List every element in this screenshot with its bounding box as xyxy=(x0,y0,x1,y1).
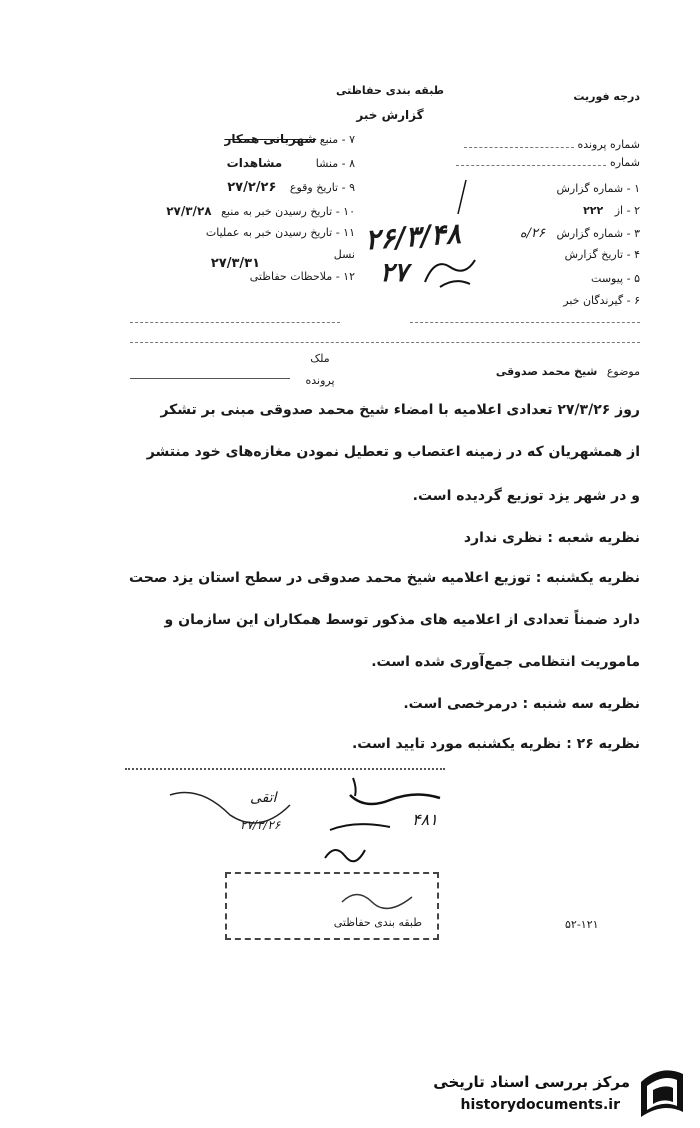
field-6 xyxy=(420,294,640,307)
stamp-label: طبقه بندی حفاظتی xyxy=(333,916,422,929)
body-line-6: دارد ضمناً تعدادی از اعلامیه های مذکور توسط همکاران این سازمان و xyxy=(164,612,640,628)
urgency-label: درجه فوریت xyxy=(573,90,640,103)
subject-side-sub: پرونده xyxy=(305,374,335,387)
handwritten-number-1: ۲۶/۳/۴۸ xyxy=(363,216,462,257)
body-line-2: از همشهریان که در زمینه اعتصاب و تعطیل نمودن مغازه‌های خود منتشر xyxy=(146,444,640,460)
archive-logo-icon xyxy=(633,1062,688,1122)
field-11b-label: نسل xyxy=(333,248,355,261)
body-line-3: و در شهر یزد توزیع گردیده است. xyxy=(412,488,640,504)
field-1-label: ۱ - شماره گزارش xyxy=(556,182,640,195)
dashed-line xyxy=(130,322,340,323)
signature-4 xyxy=(320,838,370,868)
field-7-label: ۷ - منبع xyxy=(319,133,355,146)
field-7 xyxy=(115,132,355,146)
subject-row xyxy=(410,365,640,378)
signature-3: ۴۸۱ xyxy=(412,810,438,829)
field-2-label: ۲ - از xyxy=(614,204,640,217)
field-3-label: ۳ - شماره گزارش xyxy=(556,227,640,240)
classification-stamp xyxy=(225,872,439,940)
handwritten-stroke xyxy=(452,178,472,218)
signature-1: اتقی xyxy=(250,790,277,806)
field-8-label: ۸ - منشا xyxy=(315,157,355,170)
subject-side-label: ملک xyxy=(310,352,330,365)
classification-title: طبقه بندی حفاظتی xyxy=(335,84,445,97)
body-line-1: روز ۲۷/۳/۲۶ تعدادی اعلامیه با امضاء شیخ محمد صدوقی مبنی بر تشکر xyxy=(160,402,640,418)
field-6-label: ۶ - گیرندگان خبر xyxy=(563,294,640,307)
field-9-value: ۲۷/۲/۲۶ xyxy=(227,180,277,195)
field-8-value: مشاهدات xyxy=(226,156,283,170)
number-field xyxy=(410,156,640,169)
watermark-name: مرکز بررسی اسناد تاریخی xyxy=(433,1073,630,1091)
report-title: گزارش خبر xyxy=(356,108,424,122)
field-5-label: ۵ - پیوست xyxy=(591,272,640,285)
field-10-label: ۱۰ - تاریخ رسیدن خبر به منبع xyxy=(221,205,355,218)
subject-line xyxy=(130,378,290,379)
field-12 xyxy=(115,270,355,283)
field-3-value: ۲۶/ه xyxy=(519,226,545,241)
field-9 xyxy=(115,180,355,195)
field-9-label: ۹ - تاریخ وقوع xyxy=(289,181,355,194)
field-4-label: ۴ - تاریخ گزارش xyxy=(564,248,640,261)
number-label: شماره xyxy=(609,156,640,169)
dashed-line xyxy=(130,342,640,343)
handwritten-number-2: ۲۷ xyxy=(380,258,408,288)
file-number-field xyxy=(470,138,640,151)
field-8 xyxy=(115,156,355,170)
document-code: ۵۲-۱۲۱ xyxy=(565,918,599,931)
body-line-7: ماموریت انتظامی جمع‌آوری شده است. xyxy=(371,654,640,670)
subject-label: موضوع xyxy=(606,365,640,378)
field-10-value: ۲۷/۳/۲۸ xyxy=(166,204,212,218)
field-10 xyxy=(95,204,355,218)
file-number-label: شماره پرونده xyxy=(577,138,640,151)
body-line-5: نظریه یکشنبه : توزیع اعلامیه شیخ محمد صدوقی در سطح استان یزد صحت xyxy=(128,570,640,586)
field-7-value: شهربانی همکار xyxy=(224,132,317,146)
watermark-url: historydocuments.ir xyxy=(460,1097,620,1113)
subject-value: شیخ محمد صدوقی xyxy=(495,365,598,378)
handwritten-scribble xyxy=(420,252,480,292)
body-line-8: نظریه سه شنبه : درمرخصی است. xyxy=(403,696,640,712)
field-11 xyxy=(115,226,355,239)
signature-1-mark xyxy=(160,775,300,845)
field-2-value: ۲۲۲ xyxy=(583,204,604,217)
field-11-label: ۱۱ - تاریخ رسیدن خبر به عملیات xyxy=(205,226,355,239)
body-line-4: نظریه شعبه : نظری ندارد xyxy=(463,530,640,546)
body-line-9: نظریه ۲۶ : نظریه یکشنبه مورد تایید است. xyxy=(351,736,640,752)
stamp-scribble xyxy=(337,882,417,912)
signature-1-date: ۲۷/۳/۲۶ xyxy=(240,818,281,832)
field-12-label: ۱۲ - ملاحظات حفاظتی xyxy=(249,270,355,283)
dashed-line xyxy=(410,322,640,323)
field-11b-value: ۲۷/۳/۳۱ xyxy=(210,256,260,271)
